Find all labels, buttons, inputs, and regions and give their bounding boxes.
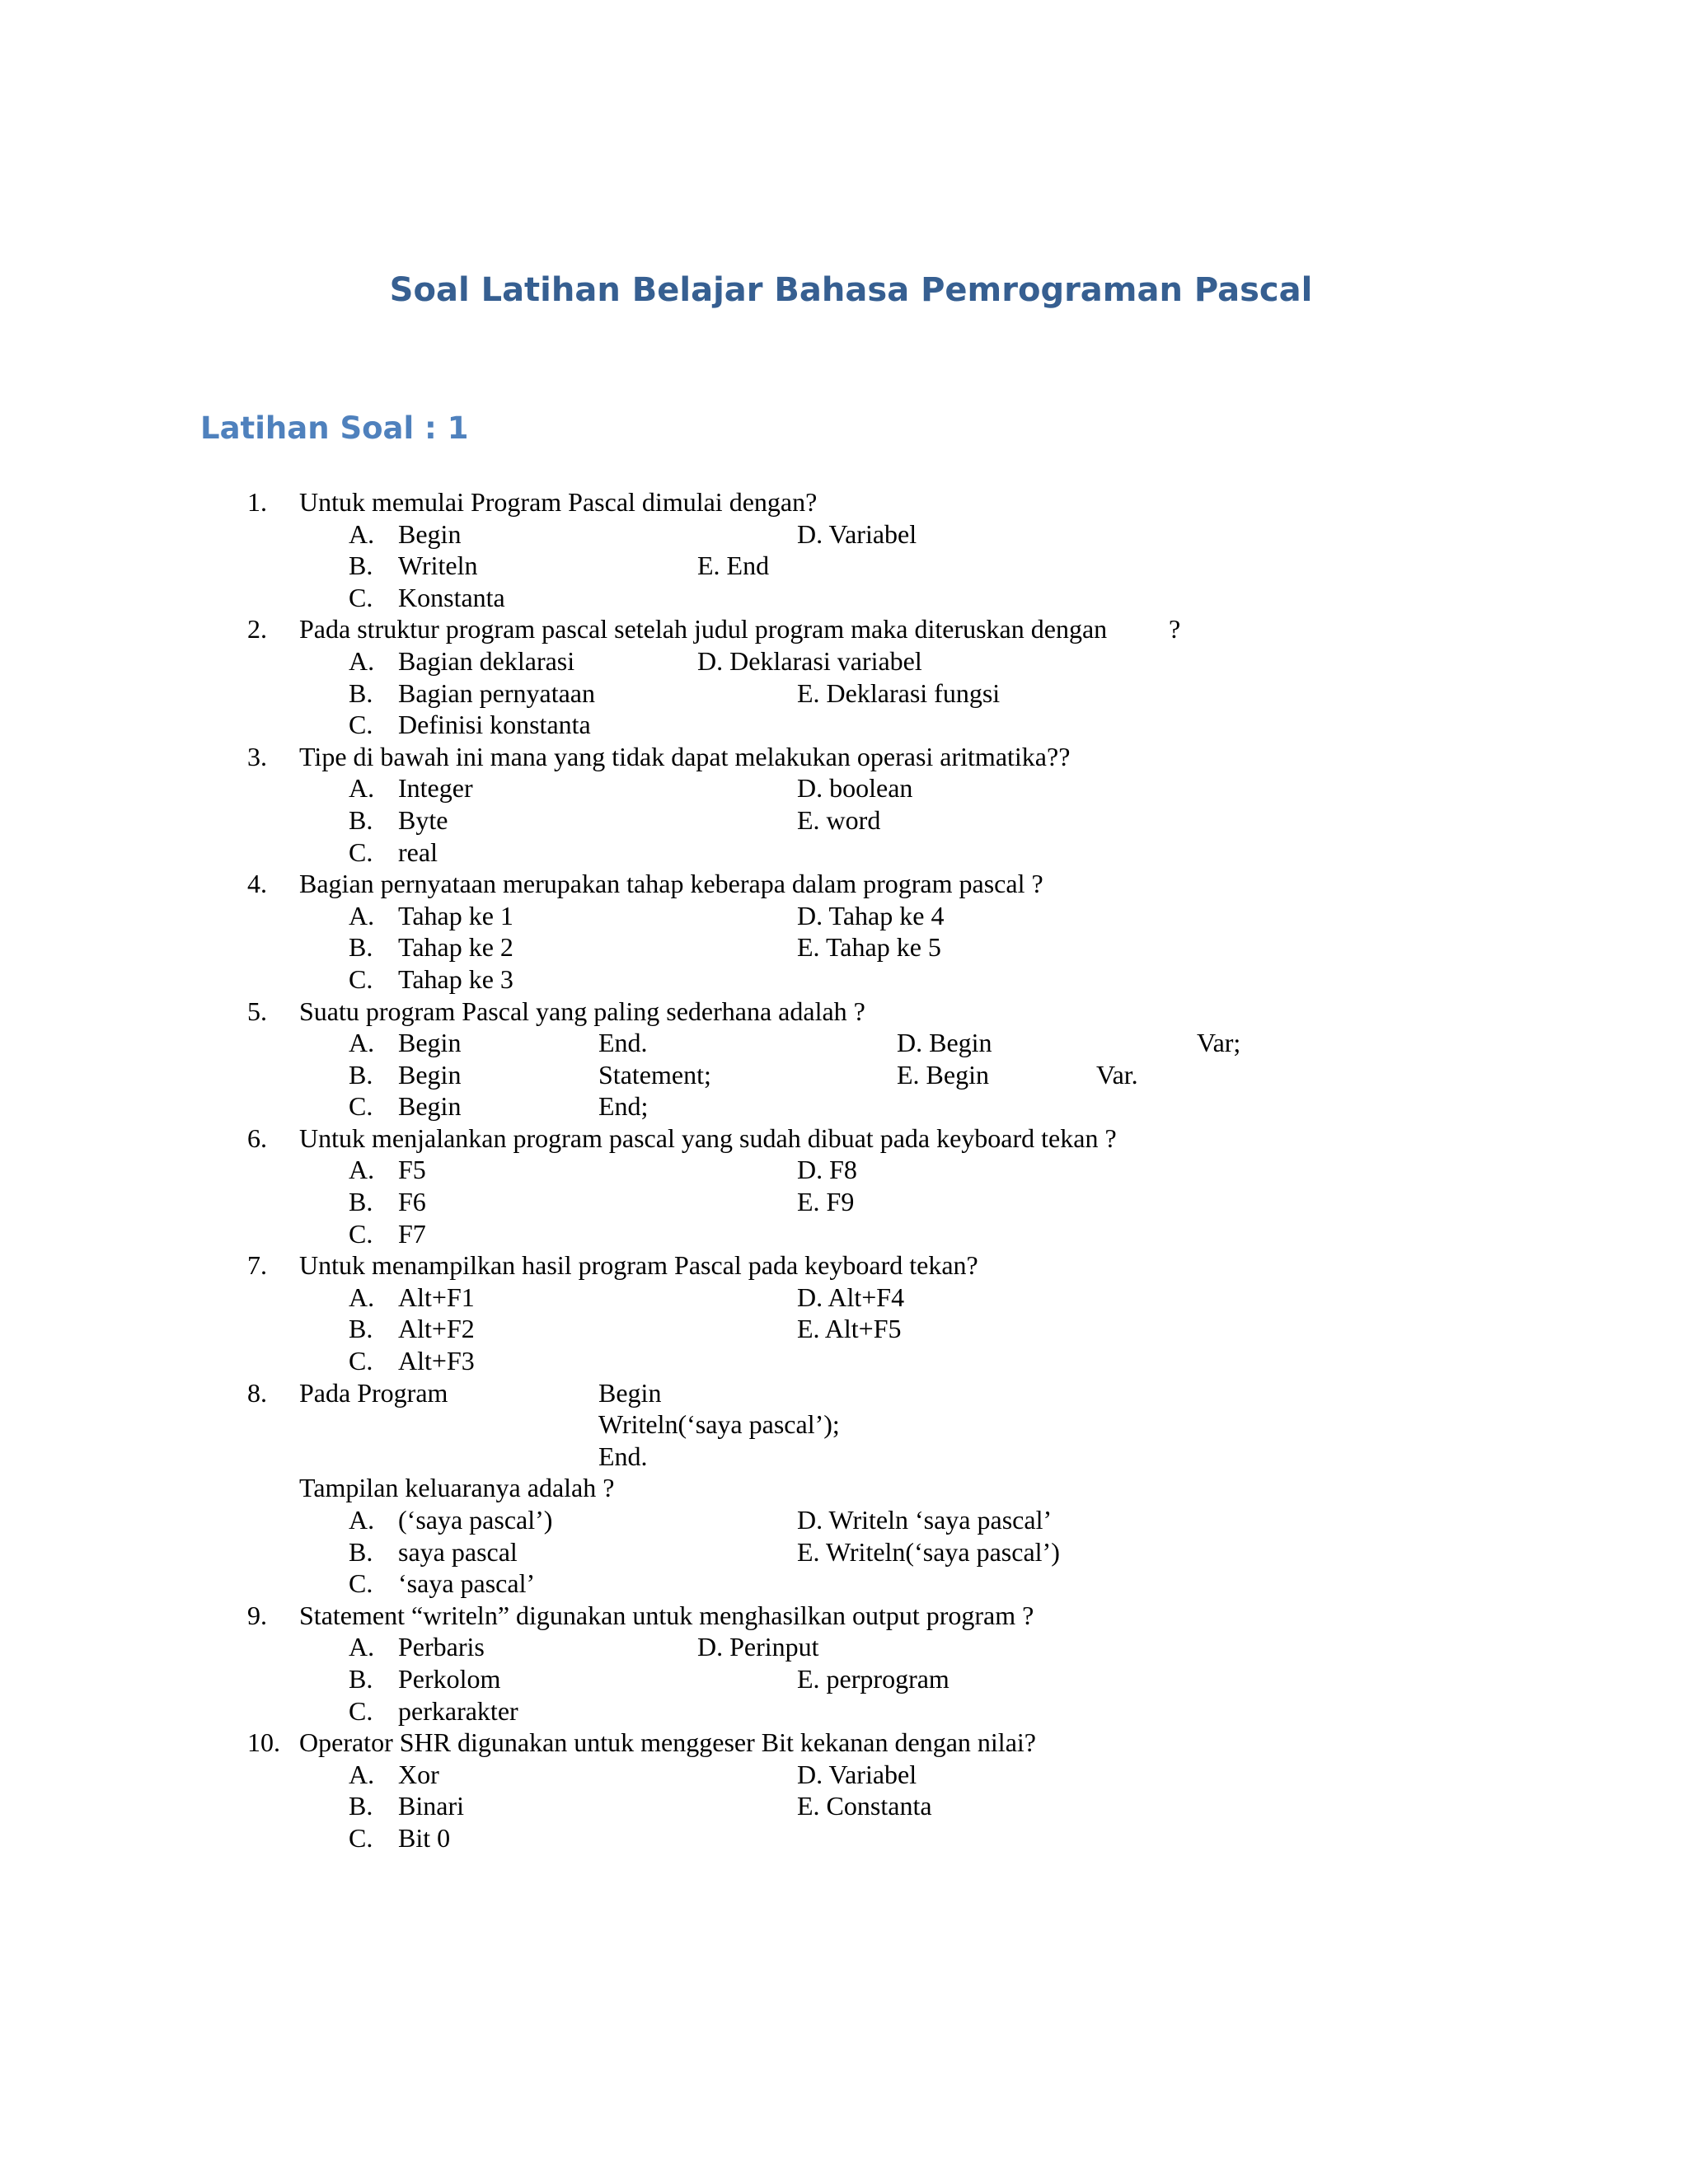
question-number: 2. (247, 614, 267, 644)
option-row (0, 645, 1688, 677)
option-letter: C. (349, 837, 373, 867)
option-text: Tahap ke 2 (398, 932, 513, 963)
option-row (0, 550, 1688, 582)
option-text: Begin (398, 518, 462, 549)
option-row (0, 1313, 1688, 1345)
option-letter: A. (349, 1759, 375, 1789)
question-8 (0, 1377, 1688, 1409)
option-row (0, 1186, 1688, 1218)
option-text: Alt+F2 (398, 1314, 475, 1344)
option-row (0, 1345, 1688, 1377)
option-letter: C. (349, 1822, 373, 1853)
question-text: Tipe di bawah ini mana yang tidak dapat melakukan operasi aritmatika?? (299, 741, 1071, 771)
option-row (0, 1695, 1688, 1727)
option-row (0, 1059, 1688, 1091)
option-letter: C. (349, 1218, 373, 1249)
option-letter: C. (349, 1346, 373, 1376)
question-3 (0, 741, 1688, 773)
option-row (0, 963, 1688, 996)
option-row (0, 582, 1688, 614)
option-text: Alt+F3 (398, 1346, 475, 1376)
option-row (0, 1027, 1688, 1059)
option-d: D. Tahap ke 4 (797, 900, 945, 930)
option-text: Perbaris (398, 1632, 485, 1662)
option-letter: A. (349, 1155, 375, 1185)
question-number: 5. (247, 996, 267, 1026)
option-text: real (398, 837, 438, 867)
question-number: 4. (247, 869, 267, 899)
option-text: Definisi konstanta (398, 710, 591, 740)
option-text: Tahap ke 1 (398, 900, 513, 930)
question-number: 3. (247, 741, 267, 771)
option-text-second: Statement; (598, 1059, 711, 1090)
option-letter: C. (349, 963, 373, 994)
code-line: End. (598, 1441, 648, 1471)
question-text: Untuk menjalankan program pascal yang sudah dibuat pada keyboard tekan ? (299, 1122, 1117, 1153)
option-e: E. Tahap ke 5 (797, 932, 941, 963)
option-row (0, 1790, 1688, 1822)
option-letter: B. (349, 804, 373, 835)
option-row (0, 1568, 1688, 1600)
question-number: 9. (247, 1600, 267, 1630)
question-10 (0, 1727, 1688, 1759)
option-text: Bagian pernyataan (398, 677, 595, 708)
option-letter: A. (349, 773, 375, 804)
question-number: 10. (247, 1727, 280, 1758)
code-line: Writeln(‘saya pascal’); (598, 1409, 840, 1440)
option-row (0, 1822, 1688, 1854)
question-9 (0, 1600, 1688, 1632)
option-row (0, 1631, 1688, 1663)
question-text: Bagian pernyataan merupakan tahap keberapa dalam program pascal ? (299, 869, 1043, 899)
option-letter: A. (349, 900, 375, 930)
option-d: D. Alt+F4 (797, 1282, 905, 1312)
option-e: E. Alt+F5 (797, 1314, 902, 1344)
option-d: D. Deklarasi variabel (697, 645, 922, 676)
code-row (0, 1441, 1688, 1473)
option-letter: A. (349, 518, 375, 549)
option-row (0, 1282, 1688, 1314)
option-letter: A. (349, 645, 375, 676)
question-2 (0, 613, 1688, 645)
option-d: D. boolean (797, 773, 913, 804)
option-d: D. Perinput (697, 1632, 819, 1662)
option-text: F5 (398, 1155, 426, 1185)
code-row (0, 1408, 1688, 1441)
option-letter: C. (349, 1695, 373, 1726)
option-row (0, 677, 1688, 710)
option-e: E. perprogram (797, 1663, 950, 1694)
question-6 (0, 1122, 1688, 1155)
option-row (0, 1090, 1688, 1122)
question-number: 1. (247, 487, 267, 517)
option-letter: A. (349, 1632, 375, 1662)
option-text: Bit 0 (398, 1822, 451, 1853)
option-text-second: End; (598, 1091, 649, 1122)
option-row (0, 1504, 1688, 1536)
section-heading: Latihan Soal : 1 (200, 410, 469, 446)
option-d: D. Variabel (797, 1759, 917, 1789)
question-text: Untuk menampilkan hasil program Pascal pada keyboard tekan? (299, 1250, 978, 1281)
option-e: E. End (697, 551, 770, 581)
option-text: Writeln (398, 551, 478, 581)
option-letter: A. (349, 1505, 375, 1535)
question-mark: ? (1169, 614, 1181, 644)
option-d: D. Writeln ‘saya pascal’ (797, 1505, 1053, 1535)
option-letter: A. (349, 1282, 375, 1312)
option-text: Begin (398, 1091, 462, 1122)
option-letter: B. (349, 1187, 373, 1217)
option-letter: C. (349, 582, 373, 612)
question-prompt: Tampilan keluaranya adalah ? (299, 1473, 615, 1503)
option-row (0, 1759, 1688, 1791)
question-4 (0, 868, 1688, 900)
option-e: E. Constanta (797, 1791, 932, 1821)
option-row (0, 1218, 1688, 1250)
option-text: Alt+F1 (398, 1282, 475, 1312)
option-e-second: Var. (1096, 1059, 1138, 1090)
option-text: F6 (398, 1187, 426, 1217)
option-text: Konstanta (398, 582, 505, 612)
option-row (0, 804, 1688, 837)
option-text: saya pascal (398, 1536, 518, 1567)
option-letter: B. (349, 1663, 373, 1694)
option-letter: C. (349, 710, 373, 740)
option-letter: B. (349, 1059, 373, 1090)
option-row (0, 772, 1688, 804)
code-line: Begin (598, 1377, 662, 1408)
option-text: ‘saya pascal’ (398, 1568, 536, 1599)
question-number: 7. (247, 1250, 267, 1281)
option-text: Begin (398, 1059, 462, 1090)
option-text: Integer (398, 773, 473, 804)
option-text: Begin (398, 1028, 462, 1058)
question-7 (0, 1249, 1688, 1282)
option-d: D. F8 (797, 1155, 857, 1185)
option-text: Byte (398, 804, 448, 835)
option-text: Perkolom (398, 1663, 501, 1694)
question-5 (0, 996, 1688, 1028)
question-text: Pada Program (299, 1377, 448, 1408)
option-text: perkarakter (398, 1695, 518, 1726)
option-letter: A. (349, 1028, 375, 1058)
question-list (0, 486, 1688, 1854)
option-row (0, 1536, 1688, 1568)
option-e: E. Begin (897, 1059, 989, 1090)
question-number: 6. (247, 1122, 267, 1153)
option-text: F7 (398, 1218, 426, 1249)
option-text: Binari (398, 1791, 464, 1821)
question-number: 8. (247, 1377, 267, 1408)
question-text: Operator SHR digunakan untuk menggeser Bit kekanan dengan nilai? (299, 1727, 1036, 1758)
option-row (0, 1154, 1688, 1186)
option-row (0, 900, 1688, 932)
option-letter: C. (349, 1568, 373, 1599)
question-text: Pada struktur program pascal setelah judul program maka diteruskan dengan (299, 614, 1108, 644)
option-letter: B. (349, 1314, 373, 1344)
question-text: Statement “writeln” digunakan untuk menghasilkan output program ? (299, 1600, 1034, 1630)
option-d: D. Begin (897, 1028, 992, 1058)
option-row (0, 837, 1688, 869)
option-letter: C. (349, 1091, 373, 1122)
option-d: D. Variabel (797, 518, 917, 549)
option-letter: B. (349, 551, 373, 581)
option-e: E. Writeln(‘saya pascal’) (797, 1536, 1060, 1567)
option-d-second: Var; (1197, 1028, 1241, 1058)
option-row (0, 518, 1688, 551)
option-text-second: End. (598, 1028, 648, 1058)
option-letter: B. (349, 1791, 373, 1821)
question-1 (0, 486, 1688, 518)
option-text: Xor (398, 1759, 439, 1789)
option-e: E. Deklarasi fungsi (797, 677, 1001, 708)
option-row (0, 931, 1688, 963)
option-row (0, 1663, 1688, 1695)
question-prompt-row (0, 1472, 1688, 1504)
option-letter: B. (349, 677, 373, 708)
option-text: Bagian deklarasi (398, 645, 575, 676)
option-text: Tahap ke 3 (398, 963, 513, 994)
option-text: (‘saya pascal’) (398, 1505, 553, 1535)
question-text: Suatu program Pascal yang paling sederhana adalah ? (299, 996, 865, 1026)
option-letter: B. (349, 1536, 373, 1567)
option-row (0, 709, 1688, 741)
question-text: Untuk memulai Program Pascal dimulai dengan? (299, 487, 818, 517)
option-e: E. word (797, 804, 881, 835)
option-letter: B. (349, 932, 373, 963)
option-e: E. F9 (797, 1187, 855, 1217)
document-title: Soal Latihan Belajar Bahasa Pemrograman Pascal (389, 271, 1313, 309)
